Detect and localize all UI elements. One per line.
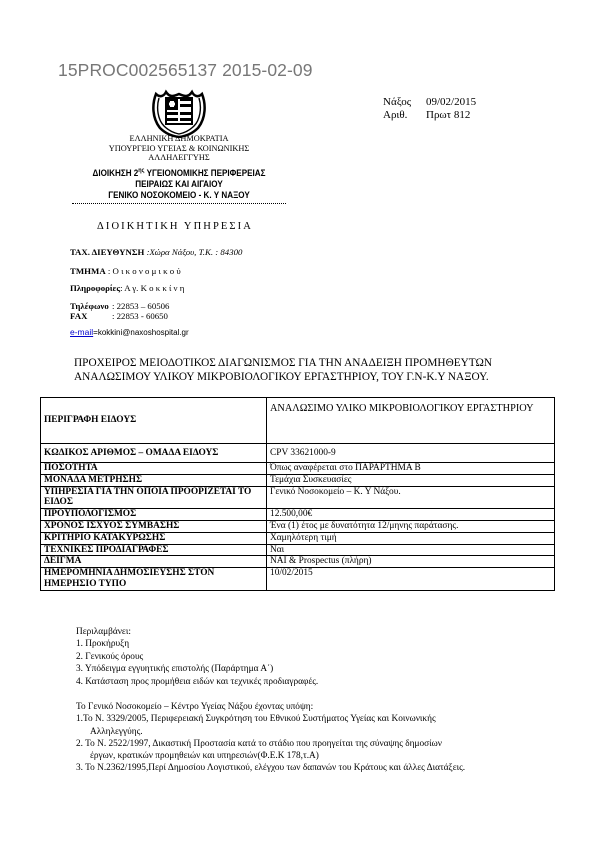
- row-key: ΠΕΡΙΓΡΑΦΗ ΕΙΔΟΥΣ: [41, 398, 267, 444]
- row-value: 12.500,00€: [267, 509, 555, 521]
- row-value: Γενικό Νοσοκομείο – Κ. Υ Νάξου.: [267, 486, 555, 509]
- row-key: ΠΡΟΫΠΟΛΟΓΙΣΜΟΣ: [41, 509, 267, 521]
- table-row: [41, 463, 555, 475]
- dept-label: ΤΜΗΜΑ: [70, 266, 106, 276]
- header-bold-line: ΔΙΟΙΚΗΣΗ $2^{\eta\varsigma}$ ΥΓΕΙΟΝΟΜΙΚΗΣ ΠΕΡΙΦΕΡΕΙΑΣ: [92, 167, 266, 178]
- title-line: ΑΝΑΛΩΣΙΜΟΥ ΥΛΙΚΟΥ ΜΙΚΡΟΒΙΟΛΟΓΙΚΟΥ ΕΡΓΑΣΤΗΡΙΟΥ, ΤΟΥ Γ.Ν-Κ.Υ ΝΑΞΟΥ.: [74, 370, 489, 383]
- row-value: Ναι: [267, 544, 555, 556]
- phone-line: [70, 301, 169, 311]
- table-row: [41, 474, 555, 486]
- row-key: ΚΡΙΤΗΡΙΟ ΚΑΤΑΚΥΡΩΣΗΣ: [41, 532, 267, 544]
- coat-of-arms-emblem: [150, 88, 208, 138]
- legal-line: 1.Το Ν. 3329/2005, Περιφερειακή Συγκρότηση του Εθνικού Συστήματος Υγείας και Κοινωνικής: [76, 714, 436, 725]
- row-key: ΤΕΧΝΙΚΕΣ ΠΡΟΔΙΑΓΡΑΦΕΣ: [41, 544, 267, 556]
- info-line: [70, 283, 184, 293]
- includes-list: [76, 626, 318, 688]
- row-value: Ένα (1) έτος με δυνατότητα 12/μηνης παράτασης.: [267, 520, 555, 532]
- row-value: Τεμάχια Συσκευασίες: [267, 474, 555, 486]
- fax-value: : 22853 - 60650: [112, 311, 168, 321]
- table-row: [41, 398, 555, 444]
- header-bold-line: ΓΕΝΙΚΟ ΝΟΣΟΚΟΜΕΙΟ - Κ. Υ ΝΑΞΟΥ: [108, 190, 250, 201]
- document-stamp: 15PROC002565137 2015-02-09: [58, 60, 313, 80]
- table-row: [41, 520, 555, 532]
- info-value: : Α γ. Κ ο κ κ ί ν η: [120, 283, 185, 293]
- row-key: ΧΡΟΝΟΣ ΙΣΧΥΟΣ ΣΥΜΒΑΣΗΣ: [41, 520, 267, 532]
- address-line: [70, 247, 242, 257]
- row-value: Όπως αναφέρεται στο ΠΑΡΑΡΤΗΜΑ Β: [267, 463, 555, 475]
- table-row: [41, 509, 555, 521]
- table-row: [41, 486, 555, 509]
- header-bold-line: ΠΕΙΡΑΙΩΣ ΚΑΙ ΑΙΓΑΙΟΥ: [135, 179, 223, 190]
- legal-line: έργων, κρατικών προμηθειών και υπηρεσιών(Φ.Ε.Κ 178,τ.Α): [90, 751, 319, 762]
- email-value: =kokkini@naxoshospital.gr: [93, 328, 189, 337]
- row-key: ΠΟΣΟΤΗΤΑ: [41, 463, 267, 475]
- tender-title: [74, 357, 544, 384]
- list-item: 3. Υπόδειγμα εγγυητικής επιστολής (Παράρτημα Α΄): [76, 664, 274, 675]
- document-date: 09/02/2015: [426, 96, 477, 108]
- address-label: ΤΑΧ. ΔΙΕΥΘΥΝΣΗ: [70, 247, 145, 257]
- department-line: [70, 266, 181, 276]
- list-item: 2. Γενικούς όρους: [76, 651, 144, 662]
- row-key: ΥΠΗΡΕΣΙΑ ΓΙΑ ΤΗΝ ΟΠΟΙΑ ΠΡΟΟΡΙΖΕΤΑΙ ΤΟ ΕΙΔΟΣ: [41, 486, 267, 509]
- department-title: ΔΙΟΙΚΗΤΙΚΗ ΥΠΗΡΕΣΙΑ: [97, 221, 253, 232]
- legal-basis: [76, 701, 465, 775]
- row-key: ΚΩΔΙΚΟΣ ΑΡΙΘΜΟΣ – ΟΜΑΔΑ ΕΙΔΟΥΣ: [41, 444, 267, 463]
- row-key: ΗΜΕΡΟΜΗΝΙΑ ΔΗΜΟΣΙΕΥΣΗΣ ΣΤΟΝ ΗΜΕΡΗΣΙΟ ΤΥΠΟ: [41, 568, 267, 591]
- table-row: [41, 544, 555, 556]
- fax-label: FAX: [70, 311, 88, 321]
- table-row: [41, 444, 555, 463]
- fax-line: [70, 311, 168, 321]
- date-reference-block: [383, 96, 476, 122]
- includes-heading: Περιλαμβάνει:: [76, 627, 131, 637]
- header-line: ΥΠΟΥΡΓΕΙΟ ΥΓΕΙΑΣ & ΚΟΙΝΩΝΙΚΗΣ: [108, 143, 250, 153]
- row-value: Χαμηλότερη τιμή: [267, 532, 555, 544]
- row-value: 10/02/2015: [267, 568, 555, 591]
- row-value: ΑΝΑΛΩΣΙΜΟ ΥΛΙΚΟ ΜΙΚΡΟΒΙΟΛΟΓΙΚΟΥ ΕΡΓΑΣΤΗΡΙΟΥ: [267, 398, 555, 444]
- row-value: CPV 33621000-9: [267, 444, 555, 463]
- email-link[interactable]: e-mail: [70, 327, 94, 337]
- legal-line: 2. Το Ν. 2522/1997, Δικαστική Προστασία κατά το στάδιο που προηγείται της σύναψης δημοσίων: [76, 738, 442, 749]
- list-item: 1. Προκήρυξη: [76, 639, 130, 650]
- list-item: 4. Κατάσταση προς προμήθεια ειδών και τεχνικές προδιαγραφές.: [76, 676, 319, 687]
- table-row: [41, 556, 555, 568]
- header-divider: [72, 203, 286, 204]
- email-line: [70, 327, 189, 337]
- table-row: [41, 568, 555, 591]
- header-line: ΑΛΛΗΛΕΓΓΥΗΣ: [148, 153, 210, 162]
- place-label: Νάξος: [383, 96, 412, 108]
- legal-line: Αλληλεγγύης.: [90, 726, 143, 737]
- info-label: Πληροφορίες: [70, 283, 121, 293]
- ministry-header: [50, 134, 308, 163]
- legal-line: 3. Το Ν.2362/1995,Περί Δημοσίου Λογιστικού, ελέγχου των δαπανών του Κράτους και άλλες Διατάξεις.: [76, 763, 466, 774]
- row-key: ΜΟΝΑΔΑ ΜΕΤΡΗΣΗΣ: [41, 474, 267, 486]
- protocol-number: Πρωτ 812: [426, 109, 471, 121]
- hospital-header: [60, 166, 297, 202]
- row-key: ΔΕΙΓΜΑ: [41, 556, 267, 568]
- ref-label: Αριθ.: [383, 109, 408, 121]
- title-line: ΠΡΟΧΕΙΡΟΣ ΜΕΙΟΔΟΤΙΚΟΣ ΔΙΑΓΩΝΙΣΜΟΣ ΓΙΑ ΤΗΝ ΑΝΑΔΕΙΞΗ ΠΡΟΜΗΘΕΥΤΩΝ: [74, 357, 493, 369]
- phone-label: Τηλέφωνο: [70, 301, 109, 311]
- legal-heading: Το Γενικό Νοσοκομείο – Κέντρο Υγείας Νάξου έχοντας υπόψη:: [76, 702, 314, 712]
- table-row: [41, 532, 555, 544]
- tender-spec-table: [40, 397, 555, 591]
- row-value: ΝΑΙ & Prospectus (πλήρη): [267, 556, 555, 568]
- phone-value: : 22853 – 60506: [112, 301, 170, 311]
- header-line: ΕΛΛΗΝΙΚΗ ΔΗΜΟΚΡΑΤΙΑ: [129, 134, 229, 143]
- dept-value: : Ο ι κ ο ν ο μ ι κ ο ύ: [107, 266, 181, 276]
- address-value: :Χώρα Νάξου, Τ.Κ. : 84300: [146, 247, 243, 257]
